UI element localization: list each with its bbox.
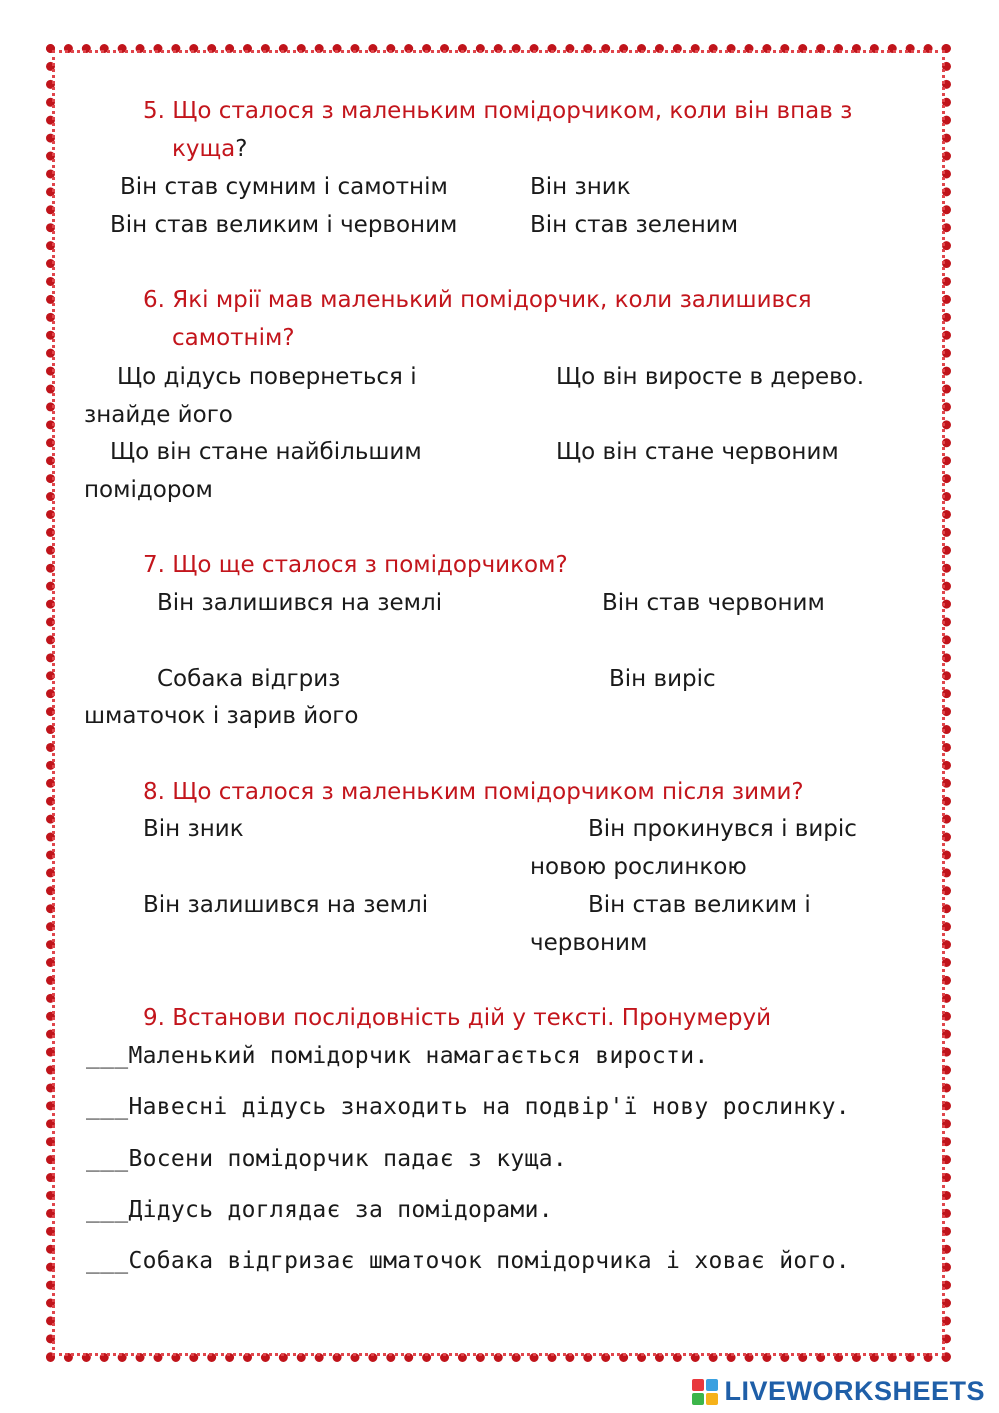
- q7-option-a[interactable]: Він залишився на землі: [157, 590, 443, 616]
- question-5-line2: [172, 136, 247, 164]
- sequence-item-text: Собака відгризає шматочок помідорчика і ховає його.: [128, 1248, 850, 1274]
- question-7: 7. Що ще сталося з помідорчиком?: [143, 552, 568, 578]
- liveworksheets-logo: [692, 1376, 985, 1407]
- sequence-item: [86, 1248, 850, 1276]
- q7-option-b[interactable]: Він став червоним: [602, 590, 825, 616]
- q8-option-d-line2[interactable]: червоним: [530, 930, 648, 956]
- q5-option-2[interactable]: Він зник: [530, 174, 631, 200]
- question-5-mark: ?: [235, 136, 248, 162]
- q6-option-d[interactable]: Що він стане червоним: [556, 439, 839, 465]
- q8-option-a[interactable]: Він зник: [143, 816, 244, 842]
- q5-option-1[interactable]: Він став сумним і самотнім: [120, 174, 448, 200]
- q8-option-d-line1[interactable]: Він став великим і: [588, 892, 811, 918]
- sequence-item-text: Восени помідорчик падає з куща.: [128, 1146, 568, 1172]
- sequence-blank-input[interactable]: ___: [86, 1146, 129, 1172]
- q7-option-c-line2[interactable]: шматочок і зарив його: [84, 703, 359, 729]
- q6-option-a-line1[interactable]: Що дідусь повернеться і: [117, 364, 417, 390]
- sequence-item: [86, 1146, 567, 1174]
- sequence-item-text: Навесні дідусь знаходить на подвір'ї нову рослинку.: [128, 1094, 850, 1120]
- liveworksheets-logo-icon: [692, 1379, 718, 1405]
- question-6-line2: самотнім?: [172, 325, 295, 351]
- q6-option-c-line2[interactable]: помідором: [84, 477, 213, 503]
- q5-option-3[interactable]: Він став великим і червоним: [110, 212, 458, 238]
- sequence-item-text: Маленький помідорчик намагається вирости.: [128, 1043, 709, 1069]
- question-6-line1: 6. Які мрії мав маленький помідорчик, коли залишився: [143, 287, 812, 313]
- sequence-blank-input[interactable]: ___: [86, 1248, 129, 1274]
- q8-option-b-line1[interactable]: Він прокинувся і виріс: [588, 816, 857, 842]
- sequence-blank-input[interactable]: ___: [86, 1197, 129, 1223]
- sequence-item: [86, 1197, 553, 1225]
- question-8: 8. Що сталося з маленьким помідорчиком після зими?: [143, 779, 804, 805]
- sequence-blank-input[interactable]: ___: [86, 1043, 129, 1069]
- question-5-line2-text: куща: [172, 136, 236, 162]
- q6-option-a-line2[interactable]: знайде його: [84, 402, 233, 428]
- q8-option-b-line2[interactable]: новою рослинкою: [530, 854, 747, 880]
- q7-option-c-line1[interactable]: Собака відгриз: [157, 666, 341, 692]
- q6-option-b[interactable]: Що він виросте в дерево.: [556, 364, 865, 390]
- q8-option-c[interactable]: Він залишився на землі: [143, 892, 429, 918]
- q6-option-c-line1[interactable]: Що він стане найбільшим: [110, 439, 422, 465]
- q7-option-d[interactable]: Він виріс: [609, 666, 716, 692]
- question-5-line1: 5. Що сталося з маленьким помідорчиком, коли він впав з: [143, 98, 853, 124]
- sequence-item: [86, 1043, 709, 1071]
- question-9: 9. Встанови послідовність дій у тексті. Пронумеруй: [143, 1005, 772, 1031]
- sequence-item-text: Дідусь доглядає за помідорами.: [128, 1197, 553, 1223]
- q5-option-4[interactable]: Він став зеленим: [530, 212, 739, 238]
- liveworksheets-logo-text: LIVEWORKSHEETS: [724, 1376, 985, 1406]
- sequence-item: [86, 1094, 850, 1122]
- sequence-blank-input[interactable]: ___: [86, 1094, 129, 1120]
